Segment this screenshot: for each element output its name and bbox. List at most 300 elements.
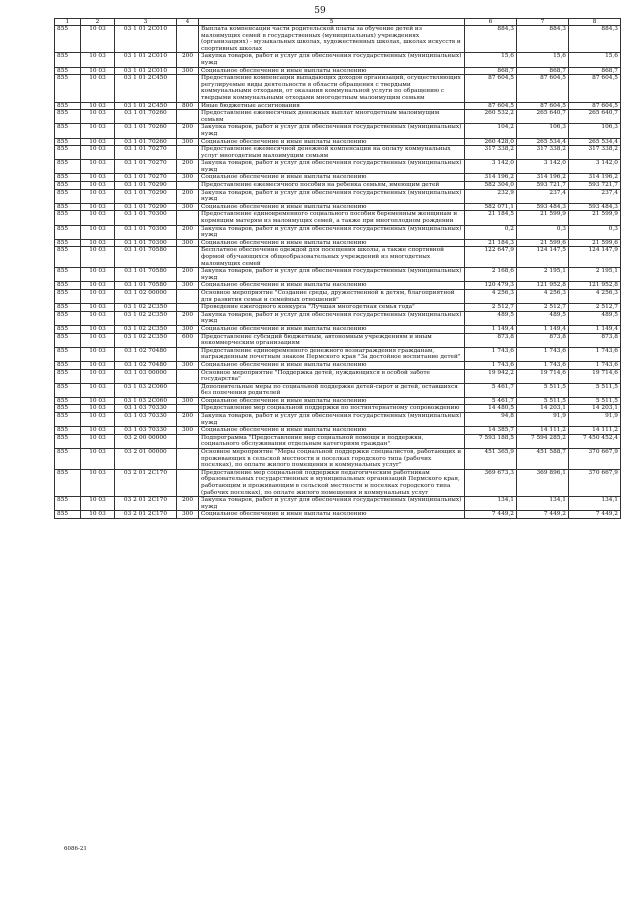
cell-target-item: 03 1 01 70580	[115, 282, 177, 290]
cell-expense-type: 300	[177, 138, 199, 146]
cell-target-item: 03 1 01 70260	[115, 138, 177, 146]
cell-amount-year3: 265 640,7	[569, 110, 621, 124]
cell-description: Закупка товаров, работ и услуг для обеспечения государственных (муниципальных) нужд	[199, 413, 465, 427]
cell-target-item: 03 1 01 2С450	[115, 102, 177, 110]
cell-amount-year2: 314 196,2	[517, 174, 569, 182]
cell-amount-year3: 5 511,5	[569, 383, 621, 397]
column-header: 5	[199, 19, 465, 26]
table-row	[55, 333, 621, 347]
cell-ministry: 855	[55, 311, 81, 325]
cell-section: 10 03	[81, 174, 115, 182]
cell-amount-year1: 489,5	[465, 311, 517, 325]
cell-section: 10 03	[81, 75, 115, 102]
cell-amount-year3: 884,3	[569, 26, 621, 53]
cell-amount-year1: 369 673,3	[465, 469, 517, 496]
cell-description: Социальное обеспечение и иные выплаты населению	[199, 361, 465, 369]
table-row	[55, 67, 621, 75]
cell-expense-type: 200	[177, 268, 199, 282]
cell-expense-type: 300	[177, 174, 199, 182]
cell-amount-year3: 87 604,5	[569, 75, 621, 102]
cell-amount-year1: 0,2	[465, 225, 517, 239]
cell-amount-year2: 884,3	[517, 26, 569, 53]
cell-amount-year3: 370 667,9	[569, 449, 621, 470]
cell-section: 10 03	[81, 203, 115, 211]
cell-amount-year3: 237,4	[569, 189, 621, 203]
cell-amount-year2: 121 952,8	[517, 282, 569, 290]
table-row	[55, 75, 621, 102]
page-number: 59	[314, 6, 326, 16]
cell-amount-year1: 15,6	[465, 53, 517, 67]
table-row	[55, 405, 621, 413]
cell-description: Социальное обеспечение и иные выплаты населению	[199, 174, 465, 182]
cell-expense-type: 300	[177, 67, 199, 75]
table-row	[55, 247, 621, 268]
cell-amount-year3: 134,1	[569, 497, 621, 511]
cell-section: 10 03	[81, 211, 115, 225]
table-row	[55, 413, 621, 427]
cell-amount-year2: 14 111,2	[517, 427, 569, 435]
cell-expense-type	[177, 211, 199, 225]
cell-section: 10 03	[81, 102, 115, 110]
cell-target-item: 03 1 02 00000	[115, 289, 177, 303]
cell-description: Предоставление мер социальной поддержки по постинтернатному сопровождению	[199, 405, 465, 413]
cell-expense-type	[177, 182, 199, 190]
cell-description: Социальное обеспечение и иные выплаты населению	[199, 282, 465, 290]
cell-expense-type: 600	[177, 333, 199, 347]
cell-target-item: 03 1 01 70260	[115, 124, 177, 138]
cell-amount-year3: 489,5	[569, 311, 621, 325]
cell-target-item: 03 2 01 2С170	[115, 469, 177, 496]
cell-description: Социальное обеспечение и иные выплаты населению	[199, 67, 465, 75]
cell-target-item: 03 1 02 70480	[115, 347, 177, 361]
cell-expense-type	[177, 75, 199, 102]
cell-ministry: 855	[55, 182, 81, 190]
cell-ministry: 855	[55, 511, 81, 519]
document-code: 6086-21	[64, 846, 87, 852]
cell-amount-year1: 317 338,2	[465, 146, 517, 160]
cell-target-item: 03 1 03 2С060	[115, 397, 177, 405]
cell-amount-year1: 21 184,5	[465, 211, 517, 225]
table-row	[55, 53, 621, 67]
cell-ministry: 855	[55, 434, 81, 448]
cell-section: 10 03	[81, 26, 115, 53]
cell-expense-type	[177, 383, 199, 397]
cell-target-item: 03 1 02 2С350	[115, 333, 177, 347]
table-row	[55, 449, 621, 470]
cell-amount-year2: 2 512,7	[517, 304, 569, 312]
cell-amount-year1: 3 142,0	[465, 160, 517, 174]
cell-amount-year3: 14 111,2	[569, 427, 621, 435]
cell-target-item: 03 2 00 00000	[115, 434, 177, 448]
cell-amount-year2: 0,3	[517, 225, 569, 239]
cell-section: 10 03	[81, 497, 115, 511]
cell-amount-year2: 7 594 285,2	[517, 434, 569, 448]
cell-section: 10 03	[81, 138, 115, 146]
table-row	[55, 102, 621, 110]
cell-amount-year1: 2 168,6	[465, 268, 517, 282]
cell-expense-type	[177, 289, 199, 303]
cell-target-item: 03 1 03 70330	[115, 405, 177, 413]
cell-amount-year2: 91,9	[517, 413, 569, 427]
table-row	[55, 289, 621, 303]
cell-section: 10 03	[81, 413, 115, 427]
cell-section: 10 03	[81, 182, 115, 190]
cell-amount-year2: 21 599,9	[517, 211, 569, 225]
cell-amount-year2: 134,1	[517, 497, 569, 511]
cell-target-item: 03 1 01 70290	[115, 189, 177, 203]
table-row	[55, 397, 621, 405]
cell-section: 10 03	[81, 347, 115, 361]
cell-amount-year1: 582 071,1	[465, 203, 517, 211]
cell-section: 10 03	[81, 427, 115, 435]
cell-ministry: 855	[55, 53, 81, 67]
cell-expense-type: 800	[177, 102, 199, 110]
cell-amount-year2: 5 511,5	[517, 397, 569, 405]
cell-ministry: 855	[55, 268, 81, 282]
cell-ministry: 855	[55, 67, 81, 75]
cell-section: 10 03	[81, 239, 115, 247]
cell-ministry: 855	[55, 124, 81, 138]
cell-amount-year3: 593 721,7	[569, 182, 621, 190]
cell-target-item: 03 2 01 2С170	[115, 511, 177, 519]
table-row	[55, 511, 621, 519]
column-header: 2	[81, 19, 115, 26]
cell-section: 10 03	[81, 124, 115, 138]
cell-section: 10 03	[81, 383, 115, 397]
cell-ministry: 855	[55, 397, 81, 405]
cell-target-item: 03 1 01 70260	[115, 110, 177, 124]
cell-ministry: 855	[55, 189, 81, 203]
cell-description: Бесплатное обеспечение одеждой для посещения школы, а также спортивной формой обучающихся общеобразовательных учреждений из многодетных малоимущих семей	[199, 247, 465, 268]
cell-description: Дополнительные меры по социальной поддержке детей-сирот и детей, оставшихся без попечения родителей	[199, 383, 465, 397]
cell-expense-type	[177, 347, 199, 361]
cell-target-item: 03 1 03 00000	[115, 369, 177, 383]
cell-target-item: 03 1 01 70300	[115, 211, 177, 225]
cell-expense-type	[177, 146, 199, 160]
table-row	[55, 189, 621, 203]
cell-expense-type	[177, 469, 199, 496]
cell-description: Социальное обеспечение и иные выплаты населению	[199, 427, 465, 435]
cell-amount-year1: 87 604,5	[465, 102, 517, 110]
cell-amount-year1: 5 461,7	[465, 383, 517, 397]
cell-ministry: 855	[55, 174, 81, 182]
cell-expense-type: 300	[177, 325, 199, 333]
cell-target-item: 03 1 02 2С350	[115, 325, 177, 333]
cell-ministry: 855	[55, 239, 81, 247]
column-header: 7	[517, 19, 569, 26]
cell-section: 10 03	[81, 405, 115, 413]
cell-amount-year1: 134,1	[465, 497, 517, 511]
table-row	[55, 124, 621, 138]
cell-amount-year2: 87 604,5	[517, 75, 569, 102]
cell-section: 10 03	[81, 146, 115, 160]
cell-amount-year2: 265 534,4	[517, 138, 569, 146]
cell-expense-type: 300	[177, 427, 199, 435]
cell-expense-type	[177, 304, 199, 312]
cell-amount-year1: 873,8	[465, 333, 517, 347]
cell-ministry: 855	[55, 405, 81, 413]
cell-amount-year1: 1 743,6	[465, 361, 517, 369]
cell-section: 10 03	[81, 67, 115, 75]
cell-target-item: 03 1 01 2С450	[115, 75, 177, 102]
cell-expense-type: 300	[177, 282, 199, 290]
cell-description: Закупка товаров, работ и услуг для обеспечения государственных (муниципальных) нужд	[199, 189, 465, 203]
table-row	[55, 347, 621, 361]
cell-description: Закупка товаров, работ и услуг для обеспечения государственных (муниципальных) нужд	[199, 160, 465, 174]
cell-amount-year3: 5 511,5	[569, 397, 621, 405]
cell-expense-type: 200	[177, 497, 199, 511]
cell-target-item: 03 1 01 2С010	[115, 53, 177, 67]
cell-section: 10 03	[81, 268, 115, 282]
cell-amount-year1: 21 184,3	[465, 239, 517, 247]
cell-amount-year1: 5 461,7	[465, 397, 517, 405]
cell-target-item: 03 1 02 70480	[115, 361, 177, 369]
cell-expense-type	[177, 26, 199, 53]
column-header: 8	[569, 19, 621, 26]
table-row	[55, 203, 621, 211]
cell-amount-year2: 4 256,3	[517, 289, 569, 303]
cell-amount-year1: 104,2	[465, 124, 517, 138]
cell-description: Основное мероприятие "Создание среды, дружественной к детям, благоприятной для развития семьи и семейных отношений"	[199, 289, 465, 303]
cell-ministry: 855	[55, 102, 81, 110]
cell-amount-year2: 3 142,0	[517, 160, 569, 174]
cell-description: Предоставление мер социальной поддержки педагогическим работникам образовательных государственных и муниципальных организаций Пермского края, работающим и проживающим в сельской местности и поселках городского типа (рабочих поселках), по оплате жилого помещения и коммунальных услуг	[199, 469, 465, 496]
cell-amount-year1: 868,7	[465, 67, 517, 75]
cell-description: Предоставление ежемесячной денежной компенсации на оплату коммунальных услуг многодетным малоимущим семьям	[199, 146, 465, 160]
cell-amount-year3: 2 512,7	[569, 304, 621, 312]
cell-amount-year1: 314 196,2	[465, 174, 517, 182]
cell-amount-year3: 868,7	[569, 67, 621, 75]
cell-amount-year3: 1 743,6	[569, 347, 621, 361]
cell-expense-type: 300	[177, 511, 199, 519]
cell-amount-year3: 0,3	[569, 225, 621, 239]
cell-amount-year3: 3 142,0	[569, 160, 621, 174]
cell-description: Социальное обеспечение и иные выплаты населению	[199, 239, 465, 247]
cell-amount-year2: 5 511,5	[517, 383, 569, 397]
cell-target-item: 03 1 01 70300	[115, 239, 177, 247]
cell-amount-year2: 106,3	[517, 124, 569, 138]
cell-amount-year1: 260 428,0	[465, 138, 517, 146]
cell-amount-year2: 369 896,1	[517, 469, 569, 496]
table-row	[55, 497, 621, 511]
cell-target-item: 03 1 03 70330	[115, 427, 177, 435]
cell-ministry: 855	[55, 247, 81, 268]
cell-amount-year3: 317 338,2	[569, 146, 621, 160]
table-row	[55, 160, 621, 174]
cell-amount-year1: 232,9	[465, 189, 517, 203]
cell-description: Выплата компенсации части родительской платы за обучение детей из малоимущих семей в государственных (муниципальных) учреждениях (организациях) - музыкальных школах, художественных школах, школах искусств и спортивных школах	[199, 26, 465, 53]
cell-amount-year1: 19 942,2	[465, 369, 517, 383]
table-row	[55, 146, 621, 160]
cell-amount-year3: 121 952,8	[569, 282, 621, 290]
cell-amount-year3: 14 203,1	[569, 405, 621, 413]
cell-section: 10 03	[81, 189, 115, 203]
table-row	[55, 138, 621, 146]
cell-expense-type	[177, 247, 199, 268]
table-row	[55, 225, 621, 239]
cell-amount-year2: 19 714,6	[517, 369, 569, 383]
cell-target-item: 03 1 02 2С350	[115, 304, 177, 312]
table-row	[55, 469, 621, 496]
cell-section: 10 03	[81, 325, 115, 333]
cell-section: 10 03	[81, 311, 115, 325]
cell-amount-year1: 260 532,2	[465, 110, 517, 124]
cell-amount-year3: 19 714,6	[569, 369, 621, 383]
cell-target-item: 03 1 01 2С010	[115, 26, 177, 53]
cell-target-item: 03 1 01 70580	[115, 268, 177, 282]
cell-amount-year2: 489,5	[517, 311, 569, 325]
table-row	[55, 282, 621, 290]
cell-amount-year2: 87 604,5	[517, 102, 569, 110]
cell-expense-type	[177, 110, 199, 124]
cell-expense-type	[177, 369, 199, 383]
cell-expense-type: 200	[177, 189, 199, 203]
cell-amount-year2: 593 484,3	[517, 203, 569, 211]
cell-section: 10 03	[81, 369, 115, 383]
cell-amount-year3: 4 256,3	[569, 289, 621, 303]
table-row	[55, 311, 621, 325]
cell-ministry: 855	[55, 497, 81, 511]
cell-description: Социальное обеспечение и иные выплаты населению	[199, 138, 465, 146]
cell-expense-type: 200	[177, 225, 199, 239]
cell-ministry: 855	[55, 26, 81, 53]
cell-description: Иные бюджетные ассигнования	[199, 102, 465, 110]
cell-amount-year1: 14 480,5	[465, 405, 517, 413]
cell-target-item: 03 2 01 00000	[115, 449, 177, 470]
cell-amount-year1: 87 604,5	[465, 75, 517, 102]
cell-section: 10 03	[81, 469, 115, 496]
cell-description: Социальное обеспечение и иные выплаты населению	[199, 397, 465, 405]
cell-ministry: 855	[55, 225, 81, 239]
cell-section: 10 03	[81, 333, 115, 347]
cell-amount-year3: 370 667,9	[569, 469, 621, 496]
cell-section: 10 03	[81, 53, 115, 67]
cell-description: Предоставление субсидий бюджетным, автономным учреждениям и иным некоммерческим организациям	[199, 333, 465, 347]
cell-ministry: 855	[55, 427, 81, 435]
cell-target-item: 03 1 01 70270	[115, 146, 177, 160]
cell-amount-year2: 15,6	[517, 53, 569, 67]
table-row	[55, 268, 621, 282]
column-header: 6	[465, 19, 517, 26]
cell-ministry: 855	[55, 449, 81, 470]
cell-amount-year2: 21 599,6	[517, 239, 569, 247]
cell-ministry: 855	[55, 369, 81, 383]
cell-ministry: 855	[55, 146, 81, 160]
cell-ministry: 855	[55, 110, 81, 124]
cell-amount-year2: 237,4	[517, 189, 569, 203]
cell-amount-year1: 1 743,6	[465, 347, 517, 361]
cell-section: 10 03	[81, 304, 115, 312]
cell-amount-year2: 868,7	[517, 67, 569, 75]
cell-amount-year2: 7 449,2	[517, 511, 569, 519]
cell-section: 10 03	[81, 160, 115, 174]
table-row	[55, 304, 621, 312]
cell-ministry: 855	[55, 75, 81, 102]
table-row	[55, 174, 621, 182]
cell-amount-year2: 1 149,4	[517, 325, 569, 333]
cell-expense-type: 200	[177, 124, 199, 138]
cell-description: Социальное обеспечение и иные выплаты населению	[199, 511, 465, 519]
cell-amount-year3: 1 743,6	[569, 361, 621, 369]
cell-amount-year2: 265 640,7	[517, 110, 569, 124]
cell-amount-year3: 106,3	[569, 124, 621, 138]
cell-amount-year1: 120 479,3	[465, 282, 517, 290]
cell-ministry: 855	[55, 203, 81, 211]
cell-section: 10 03	[81, 361, 115, 369]
cell-target-item: 03 1 01 70580	[115, 247, 177, 268]
cell-target-item: 03 1 01 2С010	[115, 67, 177, 75]
cell-ministry: 855	[55, 333, 81, 347]
cell-section: 10 03	[81, 449, 115, 470]
cell-section: 10 03	[81, 397, 115, 405]
cell-target-item: 03 1 01 70270	[115, 160, 177, 174]
cell-expense-type: 200	[177, 160, 199, 174]
cell-amount-year3: 21 599,9	[569, 211, 621, 225]
cell-description: Социальное обеспечение и иные выплаты населению	[199, 325, 465, 333]
cell-description: Социальное обеспечение и иные выплаты населению	[199, 203, 465, 211]
cell-description: Основное мероприятие "Поддержка детей, нуждающихся в особой заботе государства"	[199, 369, 465, 383]
table-row	[55, 361, 621, 369]
table-row	[55, 110, 621, 124]
table-row	[55, 434, 621, 448]
cell-expense-type: 300	[177, 361, 199, 369]
cell-amount-year2: 1 743,6	[517, 361, 569, 369]
cell-amount-year1: 122 647,9	[465, 247, 517, 268]
cell-ministry: 855	[55, 413, 81, 427]
cell-amount-year2: 14 203,1	[517, 405, 569, 413]
cell-amount-year3: 91,9	[569, 413, 621, 427]
cell-amount-year2: 124 147,5	[517, 247, 569, 268]
cell-ministry: 855	[55, 347, 81, 361]
cell-amount-year3: 265 534,4	[569, 138, 621, 146]
cell-expense-type: 300	[177, 203, 199, 211]
cell-description: Закупка товаров, работ и услуг для обеспечения государственных (муниципальных) нужд	[199, 311, 465, 325]
cell-description: Закупка товаров, работ и услуг для обеспечения государственных (муниципальных) нужд	[199, 124, 465, 138]
cell-target-item: 03 1 01 70270	[115, 174, 177, 182]
table-row	[55, 325, 621, 333]
cell-amount-year3: 15,6	[569, 53, 621, 67]
cell-amount-year1: 7 593 188,5	[465, 434, 517, 448]
cell-target-item: 03 1 02 2С350	[115, 311, 177, 325]
cell-section: 10 03	[81, 511, 115, 519]
cell-target-item: 03 1 01 70290	[115, 182, 177, 190]
cell-description: Основное мероприятие "Меры социальной поддержки специалистов, работающих и проживающих в сельской местности и поселках городского типа (рабочих поселках), по оплате жилого помещения и коммунальных услуг"	[199, 449, 465, 470]
column-header: 1	[55, 19, 81, 26]
column-header: 4	[177, 19, 199, 26]
table-row	[55, 239, 621, 247]
cell-description: Предоставление ежемесячных денежных выплат многодетным малоимущим семьям	[199, 110, 465, 124]
cell-ministry: 855	[55, 325, 81, 333]
cell-description: Предоставление компенсации выпадающих доходов организаций, осуществляющих регулируемые виды деятельности в области обращения с твердыми коммунальными отходами, от оказания коммунальной услуги по обращению с твердыми коммунальными отходами многодетным малоимущим семьям	[199, 75, 465, 102]
cell-amount-year1: 7 449,2	[465, 511, 517, 519]
cell-expense-type	[177, 405, 199, 413]
cell-ministry: 855	[55, 160, 81, 174]
cell-amount-year3: 124 147,9	[569, 247, 621, 268]
cell-amount-year3: 7 450 452,4	[569, 434, 621, 448]
cell-ministry: 855	[55, 138, 81, 146]
cell-amount-year2: 593 721,7	[517, 182, 569, 190]
table-row	[55, 369, 621, 383]
cell-target-item: 03 1 01 70290	[115, 203, 177, 211]
table-row	[55, 211, 621, 225]
cell-section: 10 03	[81, 434, 115, 448]
cell-target-item: 03 1 03 2С060	[115, 383, 177, 397]
cell-amount-year1: 94,8	[465, 413, 517, 427]
cell-amount-year2: 2 195,1	[517, 268, 569, 282]
cell-amount-year2: 317 338,2	[517, 146, 569, 160]
cell-amount-year3: 7 449,2	[569, 511, 621, 519]
cell-expense-type	[177, 434, 199, 448]
